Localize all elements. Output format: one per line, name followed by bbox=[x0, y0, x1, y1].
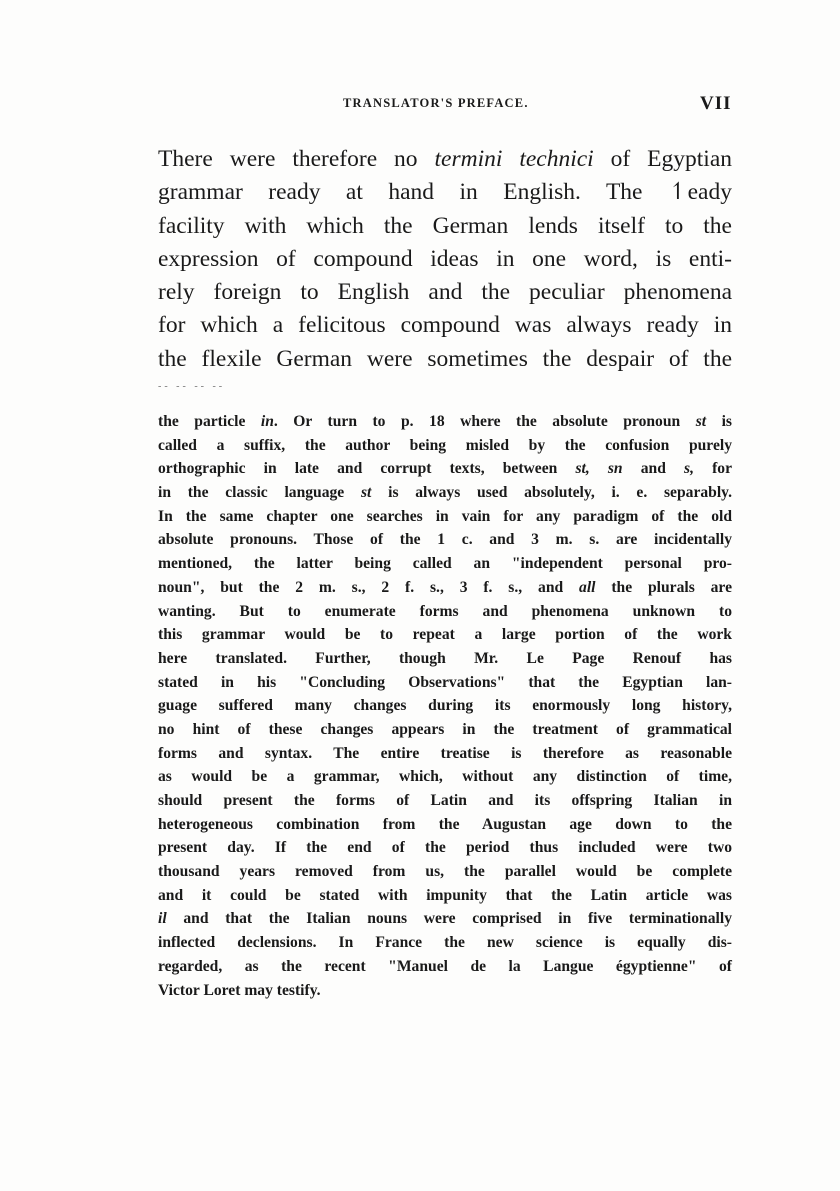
footnote-line bbox=[158, 623, 732, 647]
page-number: VII bbox=[700, 93, 732, 114]
main-text-line bbox=[158, 276, 732, 309]
main-text-line bbox=[158, 210, 732, 243]
footnote-italic-term: il bbox=[158, 910, 167, 928]
main-body-text bbox=[158, 143, 732, 376]
footnote-line bbox=[158, 931, 732, 955]
footnote-text-run: regarded, as the recent "Manuel de la Langue égyptienne" of bbox=[158, 957, 732, 975]
footnote-line bbox=[158, 765, 732, 789]
main-text-line bbox=[158, 143, 732, 176]
footnote-italic-term: st bbox=[360, 484, 372, 502]
footnote-line bbox=[158, 694, 732, 718]
footnote-text-run: absolute pronouns. Those of the 1 c. and 3 m. s. are incidentally bbox=[158, 531, 732, 549]
footnote-line bbox=[158, 600, 732, 624]
footnote-italic-term: in bbox=[260, 413, 274, 430]
main-text-text-run: grammar ready at hand in English. The ↿eady bbox=[158, 179, 732, 206]
main-text-text-run: expression of compound ideas in one word, is enti- bbox=[158, 245, 732, 272]
footnote-line bbox=[158, 836, 732, 860]
main-text-line bbox=[158, 343, 732, 376]
footnote-line bbox=[158, 505, 732, 529]
main-text-text-run: facility with which the German lends itself to the bbox=[158, 212, 732, 239]
footnote-italic-term: all bbox=[579, 578, 596, 596]
footnote-text-run: here translated. Further, though Mr. Le Page Renouf has bbox=[158, 649, 732, 667]
footnote-line bbox=[158, 955, 732, 979]
footnote-line bbox=[158, 813, 732, 837]
footnote-italic-term: st bbox=[695, 413, 707, 430]
footnote-line bbox=[158, 481, 732, 505]
footnote-text-run: as would be a grammar, which, without any distinction of time, bbox=[158, 768, 732, 786]
footnote-text-run: the plurals are bbox=[595, 578, 732, 596]
footnote-line bbox=[158, 528, 732, 552]
footnote-text-run: In the same chapter one searches in vain for any paradigm of the old bbox=[158, 507, 732, 525]
footnote-text-run: heterogeneous combination from the Augustan age down to the bbox=[158, 815, 732, 833]
footnote-text-run: forms and syntax. The entire treatise is therefore as reasonable bbox=[158, 744, 732, 762]
footnote-italic-term: s, bbox=[684, 460, 694, 478]
footnote-text bbox=[158, 410, 732, 1002]
footnote-line bbox=[158, 576, 732, 600]
footnote-line bbox=[158, 647, 732, 671]
footnote-line bbox=[158, 907, 732, 931]
footnote-text-run: present day. If the end of the period thus included were two bbox=[158, 839, 732, 857]
footnote-italic-term: st, sn bbox=[575, 460, 623, 478]
footnote-line bbox=[158, 410, 732, 434]
footnote-text-run: this grammar would be to repeat a large portion of the work bbox=[158, 626, 732, 644]
footnote-text-run: and bbox=[622, 460, 684, 478]
main-text-line bbox=[158, 309, 732, 342]
footnote-line bbox=[158, 718, 732, 742]
footnote-text-run: mentioned, the latter being called an "independent personal pro- bbox=[158, 555, 732, 573]
footnote-line bbox=[158, 552, 732, 576]
footnote-text-run: Victor Loret may testify. bbox=[158, 981, 321, 999]
footnote-text-run: orthographic in late and corrupt texts, between bbox=[158, 460, 576, 478]
footnote-text-run: wanting. But to enumerate forms and phenomena unknown to bbox=[158, 602, 732, 620]
footnote-text-run: and that the Italian nouns were comprised in five terminationally bbox=[166, 910, 732, 928]
main-text-text-run: for which a felicitous compound was always ready in bbox=[158, 312, 732, 339]
footnote-text-run: guage suffered many changes during its enormously long history, bbox=[158, 697, 732, 715]
footnote-text-run: the particle bbox=[158, 413, 261, 430]
footnote-line bbox=[158, 671, 732, 695]
footnote-text-run: inflected declensions. In France the new science is equally dis- bbox=[158, 934, 732, 952]
main-text-text-run: rely foreign to English and the peculiar phenomena bbox=[158, 279, 732, 306]
running-header bbox=[0, 93, 840, 117]
footnote-text-run: stated in his "Concluding Observations" that the Egyptian lan- bbox=[158, 673, 732, 691]
footnote-text-run: called a suffix, the author being misled by the confusion purely bbox=[158, 436, 732, 454]
separator-rule: -- -- -- -- bbox=[158, 381, 226, 392]
footnote-line bbox=[158, 457, 732, 481]
footnote-line bbox=[158, 979, 732, 1003]
header-title: TRANSLATOR'S PREFACE. bbox=[343, 96, 529, 110]
footnote-line bbox=[158, 884, 732, 908]
footnote-line bbox=[158, 789, 732, 813]
main-text-italic-term: termini technici bbox=[434, 146, 594, 172]
main-text-text-run: the flexile German were sometimes the despair of the bbox=[158, 345, 732, 372]
footnote-text-run: . Or turn to p. 18 where the absolute pronoun bbox=[273, 413, 696, 430]
footnote-line bbox=[158, 434, 732, 458]
main-text-text-run: of Egyptian bbox=[593, 146, 732, 172]
footnote-text-run: and it could be stated with impunity that the Latin article was bbox=[158, 886, 732, 904]
footnote-text-run: thousand years removed from us, the parallel would be complete bbox=[158, 863, 732, 881]
main-text-line bbox=[158, 243, 732, 276]
footnote-text-run: no hint of these changes appears in the treatment of grammatical bbox=[158, 720, 732, 738]
footnote-text-run: in the classic language bbox=[158, 484, 361, 502]
footnote-line bbox=[158, 742, 732, 766]
footnote-line bbox=[158, 860, 732, 884]
main-text-line bbox=[158, 176, 732, 209]
footnote-text-run: is always used absolutely, i. e. separably. bbox=[371, 484, 732, 502]
main-text-text-run: There were therefore no bbox=[158, 146, 435, 172]
footnote-text-run: for bbox=[693, 460, 732, 478]
footnote-text-run: is bbox=[706, 413, 732, 430]
footnote-text-run: noun", but the 2 m. s., 2 f. s., 3 f. s., and bbox=[158, 578, 580, 596]
footnote-text-run: should present the forms of Latin and its offspring Italian in bbox=[158, 792, 732, 809]
